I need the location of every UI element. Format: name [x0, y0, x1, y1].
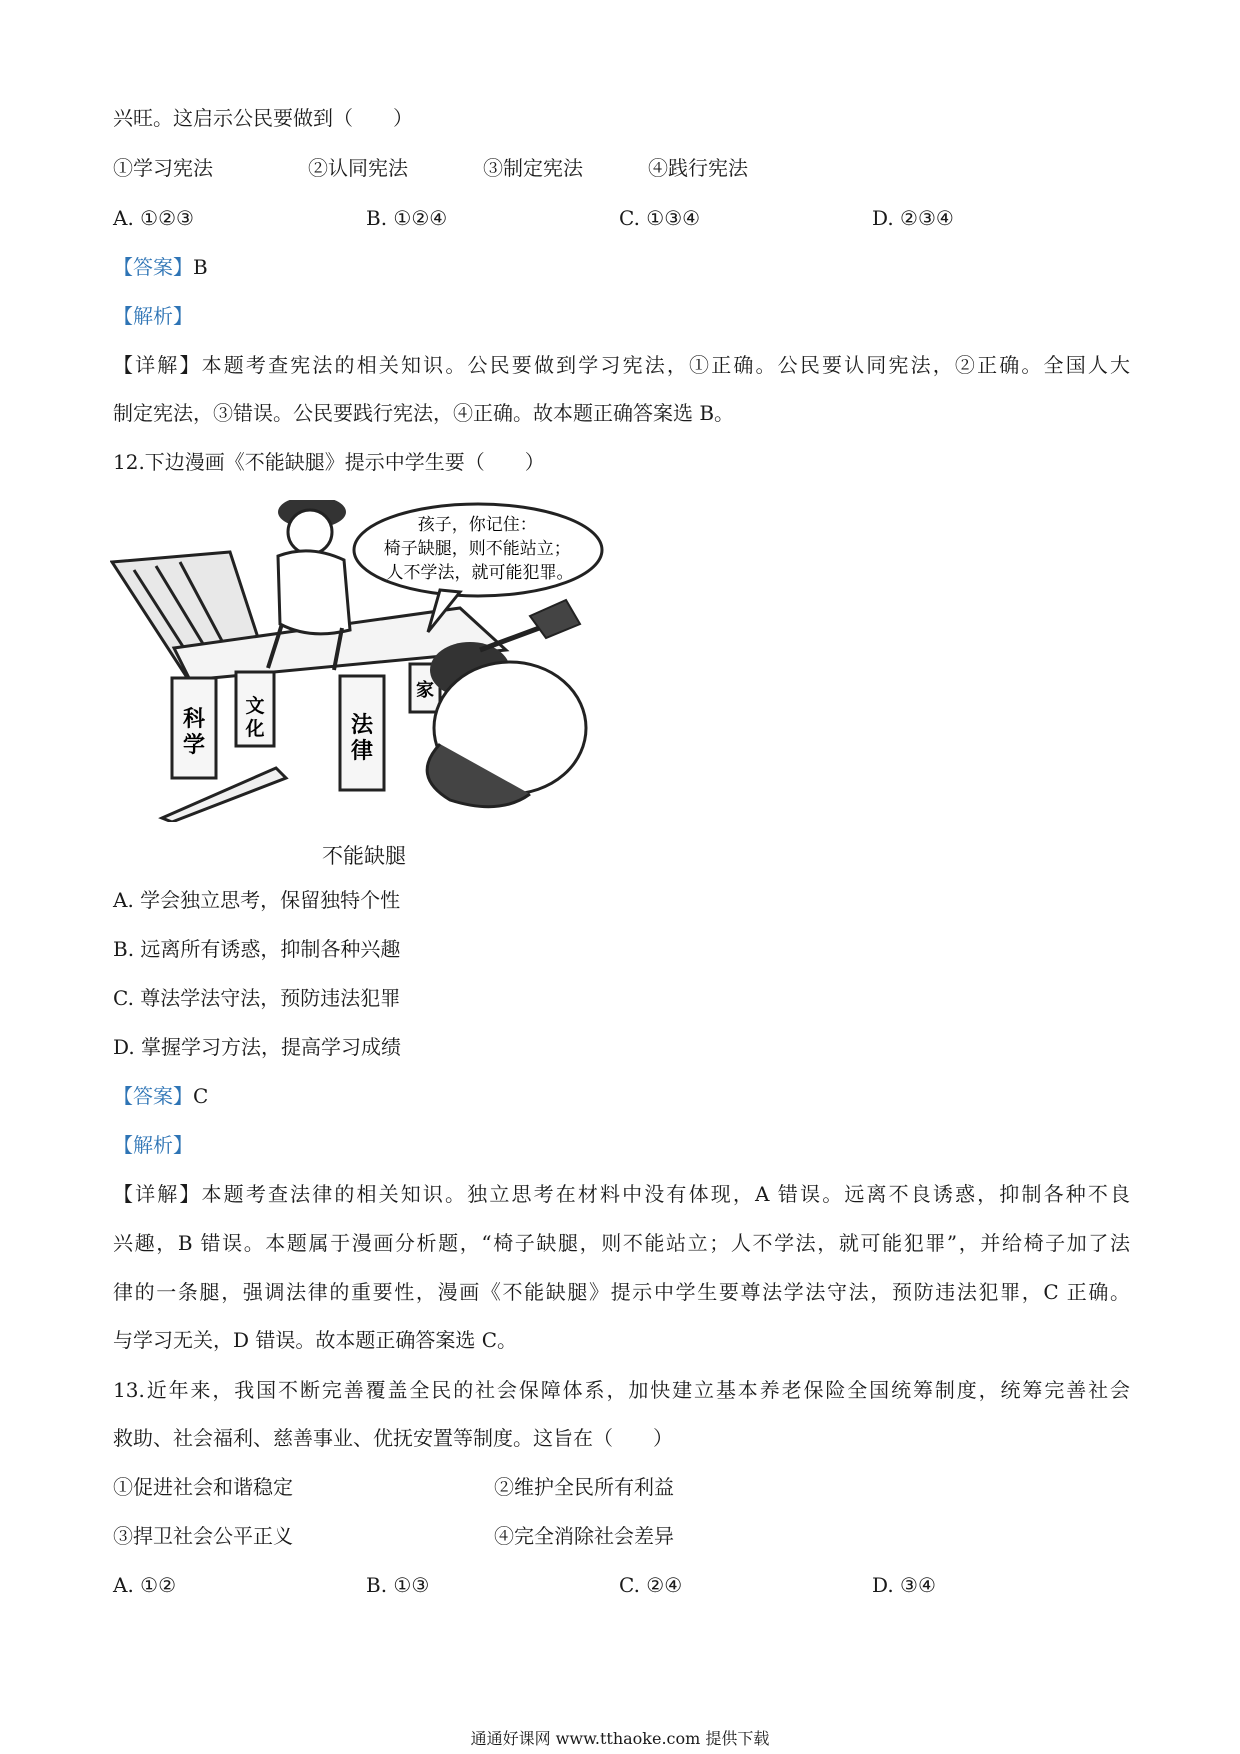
- q12-answer-value: C: [193, 1084, 209, 1108]
- q12-option-a: A. 学会独立思考，保留独特个性: [113, 888, 401, 912]
- q12-detail-line-4: 与学习无关，D 错误。故本题正确答案选 C。: [113, 1328, 518, 1352]
- q11-choice-c: C. ①③④: [619, 206, 701, 230]
- cartoon-caption: 不能缺腿: [322, 844, 406, 868]
- q11-statement-1: ①学习宪法: [113, 156, 213, 180]
- q12-detail-line-1: 【详解】本题考查法律的相关知识。独立思考在材料中没有体现，A 错误。远离不良诱惑，抑制各种不良: [113, 1182, 1130, 1206]
- cartoon-illustration: [110, 500, 630, 822]
- q13-statement-1: ①促进社会和谐稳定: [113, 1475, 293, 1499]
- q11-choice-d: D. ②③④: [872, 206, 954, 230]
- q11-choice-b: B. ①②④: [366, 206, 448, 230]
- q11-stem-tail: 兴旺。这启示公民要做到（ ）: [113, 106, 413, 130]
- q11-answer-line: [113, 253, 208, 281]
- q11-statement-4: ④践行宪法: [648, 156, 748, 180]
- q13-choice-a: A. ①②: [113, 1573, 177, 1597]
- page-footer: 通通好课网 www.tthaoke.com 提供下载: [470, 1729, 770, 1748]
- q13-stem-line-2: 救助、社会福利、慈善事业、优抚安置等制度。这旨在（ ）: [113, 1426, 673, 1450]
- q11-answer-value: B: [193, 255, 208, 279]
- speech-line-3: 人不学法，就可能犯罪。: [386, 563, 574, 583]
- q13-statement-2: ②维护全民所有利益: [494, 1475, 674, 1499]
- q11-statement-2: ②认同宪法: [308, 156, 408, 180]
- q11-detail-line-2: 制定宪法，③错误。公民要践行宪法，④正确。故本题正确答案选 B。: [113, 401, 735, 425]
- q13-choice-d: D. ③④: [872, 1573, 936, 1597]
- q13-choice-b: B. ①③: [366, 1573, 430, 1597]
- q13-statement-4: ④完全消除社会差异: [494, 1524, 674, 1548]
- q12-detail-line-3: 律的一条腿，强调法律的重要性，漫画《不能缺腿》提示中学生要尊法学法守法，预防违法犯罪，C 正确。: [113, 1280, 1130, 1304]
- q11-analysis-tag: 【解析】: [113, 304, 193, 328]
- q12-option-d: D. 掌握学习方法，提高学习成绩: [113, 1035, 402, 1059]
- answer-tag: 【答案】: [113, 255, 193, 279]
- speech-line-1: 孩子，你记住：: [417, 515, 537, 535]
- q13-stem-line-1: 13.近年来，我国不断完善覆盖全民的社会保障体系，加快建立基本养老保险全国统筹制度，统筹完善社会: [113, 1378, 1130, 1402]
- leg-label-law: 法律: [350, 713, 374, 764]
- leg-label-science: 科学: [182, 707, 206, 758]
- answer-tag: 【答案】: [113, 1084, 193, 1108]
- q12-option-b: B. 远离所有诱惑，抑制各种兴趣: [113, 937, 401, 961]
- leg-label-culture: 文化: [245, 695, 265, 740]
- q12-analysis-tag: 【解析】: [113, 1133, 193, 1157]
- q12-detail-line-2: 兴趣，B 错误。本题属于漫画分析题，“椅子缺腿，则不能站立；人不学法，就可能犯罪”，并给椅子加了法: [113, 1231, 1130, 1255]
- q13-statement-3: ③捍卫社会公平正义: [113, 1524, 293, 1548]
- leg-label-home: 家: [416, 680, 434, 701]
- q13-choice-c: C. ②④: [619, 1573, 683, 1597]
- q12-answer-line: [113, 1082, 208, 1110]
- q11-detail-line-1: 【详解】本题考查宪法的相关知识。公民要做到学习宪法，①正确。公民要认同宪法，②正确。全国人大: [113, 353, 1130, 377]
- q11-statement-3: ③制定宪法: [483, 156, 583, 180]
- q12-stem: 12.下边漫画《不能缺腿》提示中学生要（ ）: [113, 450, 545, 474]
- q12-option-c: C. 尊法学法守法，预防违法犯罪: [113, 986, 401, 1010]
- speech-line-2: 椅子缺腿，则不能站立；: [383, 539, 571, 559]
- q11-choice-a: A. ①②③: [113, 206, 194, 230]
